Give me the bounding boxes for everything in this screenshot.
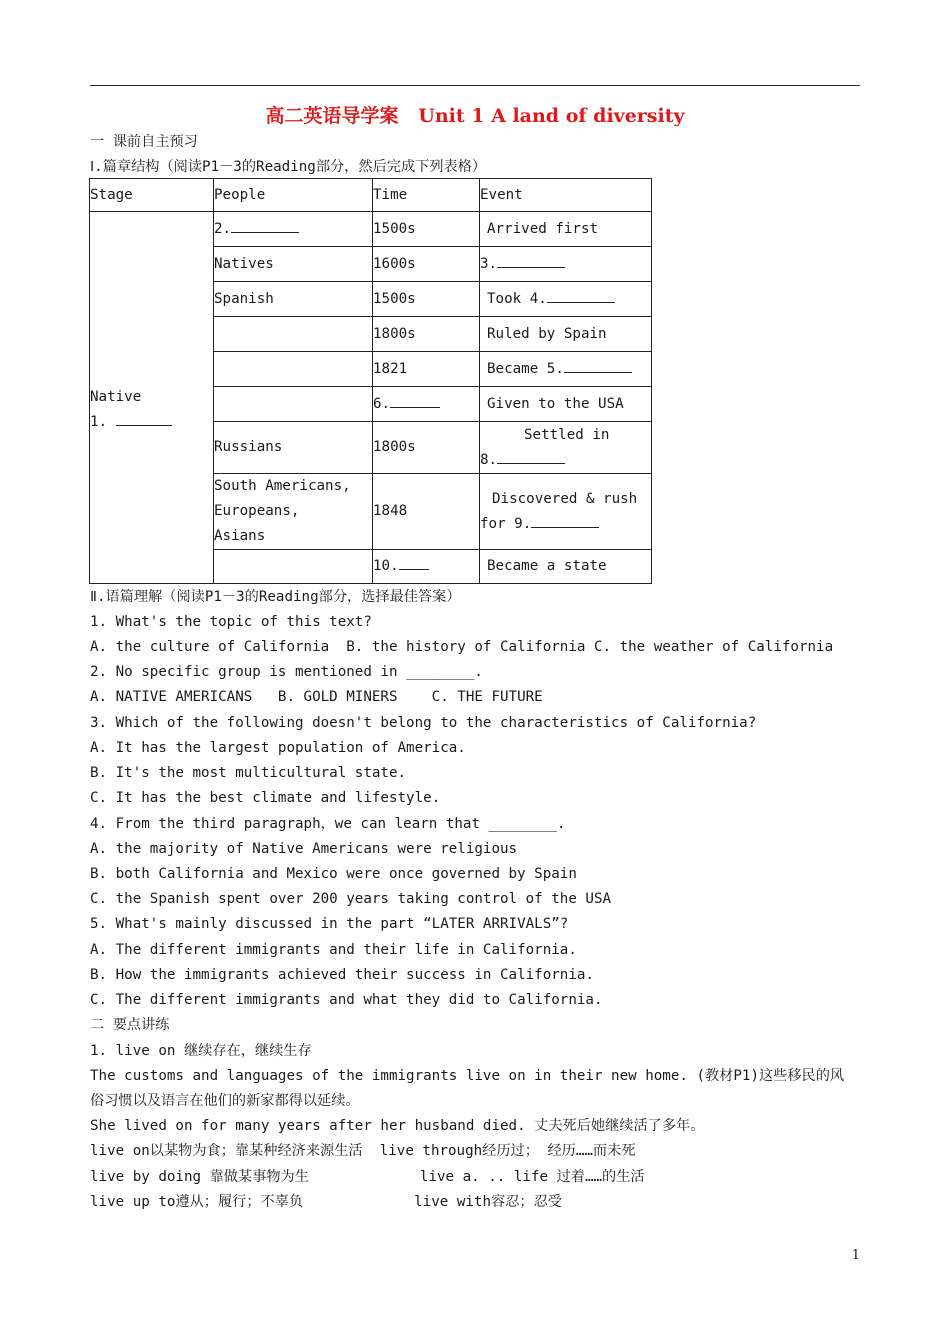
event-cell: Settled in 8. xyxy=(480,422,652,474)
notes-line: 1. live on 继续存在，继续生存 xyxy=(90,1043,312,1059)
notes-line: She lived on for many years after her husband died. 丈夫死后她继续活了多年。 xyxy=(90,1118,705,1134)
time-cell: 1800s xyxy=(373,422,480,474)
time-cell: 1500s xyxy=(373,282,480,317)
question-line: A. NATIVE AMERICANS B. GOLD MINERS C. THE FUTURE xyxy=(90,689,543,705)
question-line: A. the culture of California B. the history of California C. the weather of California xyxy=(90,639,834,655)
notes-line: live up to遵从；履行；不辜负 live with容忍；忍受 xyxy=(90,1194,562,1210)
question-line: 2. No specific group is mentioned in ________. xyxy=(90,664,483,680)
event-cell: Became a state xyxy=(480,550,652,584)
header-rule xyxy=(90,85,860,86)
time-cell: 1848 xyxy=(373,474,480,550)
question-line: A. the majority of Native Americans were religious xyxy=(90,841,518,857)
header-time: Time xyxy=(373,179,480,212)
time-cell: 1821 xyxy=(373,352,480,387)
event-cell: Became 5. xyxy=(480,352,652,387)
people-cell: South Americans, Europeans, Asians xyxy=(214,474,373,550)
page-title: 高二英语导学案 Unit 1 A land of diversity xyxy=(265,105,685,127)
people-cell xyxy=(214,352,373,387)
header-stage: Stage xyxy=(90,179,214,212)
question-line: 3. Which of the following doesn't belong to the characteristics of California? xyxy=(90,715,757,731)
event-cell: Took 4. xyxy=(480,282,652,317)
question-line: A. It has the largest population of America. xyxy=(90,740,466,756)
question-line: 1. What's the topic of this text? xyxy=(90,614,372,630)
stage-label: Native xyxy=(90,388,142,405)
question-line: C. The different immigrants and what they did to California. xyxy=(90,992,603,1008)
part-1-heading: Ⅰ.篇章结构（阅读P1－3的Reading部分，然后完成下列表格） xyxy=(90,159,487,175)
header-event: Event xyxy=(480,179,652,212)
time-cell: 1500s xyxy=(373,212,480,247)
question-line: C. the Spanish spent over 200 years taking control of the USA xyxy=(90,891,612,907)
question-line: 4. From the third paragraph，we can learn that ________. xyxy=(90,816,566,832)
event-cell: Ruled by Spain xyxy=(480,317,652,352)
event-cell: Arrived first xyxy=(480,212,652,247)
event-cell: Given to the USA xyxy=(480,387,652,422)
table-row xyxy=(90,212,652,247)
time-cell: 1600s xyxy=(373,247,480,282)
part-2-heading: Ⅱ.语篇理解（阅读P1－3的Reading部分，选择最佳答案） xyxy=(90,589,461,605)
section-1-heading: 一 课前自主预习 xyxy=(90,134,198,150)
question-line: B. How the immigrants achieved their success in California. xyxy=(90,967,594,983)
time-cell: 6. xyxy=(373,387,480,422)
notes-line: 俗习惯以及语言在他们的新家都得以延续。 xyxy=(90,1093,360,1109)
notes-line: The customs and languages of the immigrants live on in their new home. (教材P1)这些移民的风 xyxy=(90,1068,845,1084)
stage-blank-1: 1. xyxy=(90,410,213,435)
question-line: C. It has the best climate and lifestyle. xyxy=(90,790,441,806)
notes-line: live by doing 靠做某事物为生 live a. .. life 过着……的生活 xyxy=(90,1169,645,1185)
time-cell: 1800s xyxy=(373,317,480,352)
notes-line: live on以某物为食；靠某种经济来源生活 live through经历过； 经历……而未死 xyxy=(90,1143,636,1159)
question-line: A. The different immigrants and their life in California. xyxy=(90,942,577,958)
table-header-row xyxy=(90,179,652,212)
people-cell: 2. xyxy=(214,212,373,247)
event-cell: 3. xyxy=(480,247,652,282)
people-cell: Natives xyxy=(214,247,373,282)
people-cell xyxy=(214,550,373,584)
question-line: B. It's the most multicultural state. xyxy=(90,765,407,781)
page-number: 1 xyxy=(851,1248,860,1263)
question-line: 5. What's mainly discussed in the part “LATER ARRIVALS”? xyxy=(90,916,569,932)
question-line: B. both California and Mexico were once governed by Spain xyxy=(90,866,577,882)
people-cell: Russians xyxy=(214,422,373,474)
stage-cell xyxy=(90,212,214,584)
section-2-heading: 二 要点讲练 xyxy=(90,1017,170,1033)
header-people: People xyxy=(214,179,373,212)
people-cell xyxy=(214,387,373,422)
people-cell: Spanish xyxy=(214,282,373,317)
event-cell: Discovered & rush for 9. xyxy=(480,474,652,550)
time-cell: 10. xyxy=(373,550,480,584)
structure-table xyxy=(89,178,652,584)
people-cell xyxy=(214,317,373,352)
